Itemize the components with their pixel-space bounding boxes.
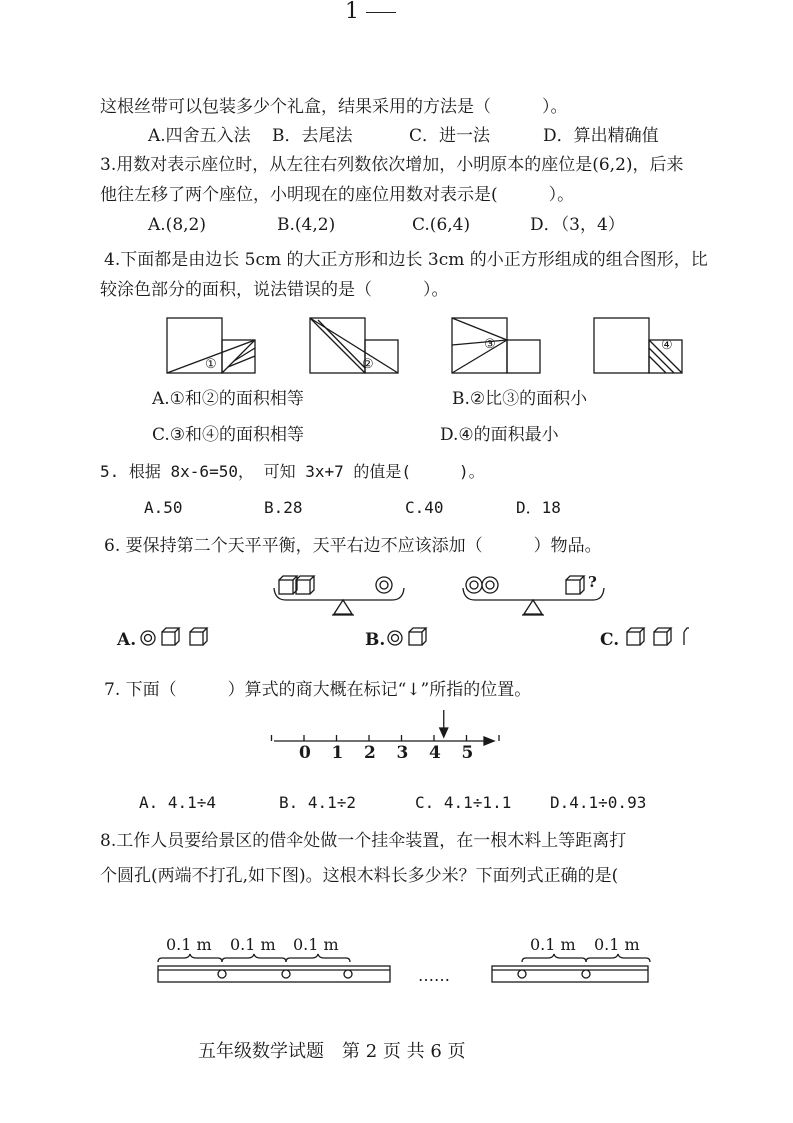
q6-option-b: B. bbox=[365, 630, 386, 650]
q3-stem-line2: 他往左移了两个座位，小明现在的座位用数对表示是( ）。 bbox=[100, 185, 575, 205]
q8-spacing-label-3: 0.1 m bbox=[293, 935, 339, 954]
q7-option-d: D.4.1÷0.93 bbox=[550, 793, 647, 812]
q5-stem: 5. 根据 8x-6=50， 可知 3x+7 的值是( )。 bbox=[100, 462, 485, 481]
q7-marker-arrow-head bbox=[440, 728, 448, 737]
q4-option-a: A.①和②的面积相等 bbox=[152, 389, 304, 409]
q2-option-b: B．去尾法 bbox=[272, 126, 353, 146]
q6-question-mark: ? bbox=[588, 573, 597, 591]
q7-tick-label: 5 bbox=[461, 743, 474, 763]
q7-option-b: B. 4.1÷2 bbox=[279, 793, 357, 812]
page-top-mark bbox=[345, 2, 396, 22]
q8-wood-right bbox=[492, 954, 650, 982]
q2-option-d: D．算出精确值 bbox=[543, 126, 659, 146]
q3-option-b: B.(4,2) bbox=[277, 215, 336, 235]
q7-option-a: A. 4.1÷4 bbox=[139, 793, 217, 812]
q8-ellipsis: …… bbox=[418, 966, 450, 985]
q6-option-a-items bbox=[141, 628, 207, 645]
q4-option-d: D.④的面积最小 bbox=[440, 425, 559, 445]
q3-option-c: C.(6,4) bbox=[412, 215, 471, 235]
q8-spacing-label-1: 0.1 m bbox=[166, 935, 212, 954]
q6-option-b-items bbox=[388, 628, 426, 645]
q2-option-c: C．进一法 bbox=[409, 126, 491, 146]
q4-label-2: ② bbox=[362, 357, 374, 372]
q6-option-c: C. bbox=[600, 630, 620, 650]
q4-label-4: ④ bbox=[661, 338, 673, 353]
q5-option-a: A.50 bbox=[144, 498, 183, 517]
q5-option-c: C.40 bbox=[405, 498, 444, 517]
q3-option-a: A.(8,2) bbox=[148, 215, 206, 235]
q6-stem: 6. 要保持第二个天平平衡，天平右边不应该添加（ ）物品。 bbox=[104, 536, 602, 556]
q6-balances bbox=[0, 570, 793, 630]
q7-tick-label: 1 bbox=[331, 743, 344, 763]
q4-stem-line2: 较涂色部分的面积，说法错误的是（ ）。 bbox=[100, 280, 449, 300]
q7-axis-arrow bbox=[484, 737, 494, 745]
q8-stem-line1: 8.工作人员要给景区的借伞处做一个挂伞装置，在一根木料上等距离打 bbox=[100, 831, 627, 851]
q7-tick-label: 4 bbox=[429, 743, 441, 763]
q6-option-c-items bbox=[627, 628, 689, 645]
q7-tick-label: 3 bbox=[396, 743, 409, 763]
q7-tick-label: 2 bbox=[364, 743, 376, 763]
q4-figures bbox=[0, 312, 793, 392]
q3-option-d: D．（3，4） bbox=[530, 215, 625, 235]
q4-option-c: C.③和④的面积相等 bbox=[152, 425, 305, 445]
q2-option-a: A.四舍五入法 bbox=[148, 126, 251, 146]
q4-figure-2 bbox=[310, 318, 398, 373]
q8-stem-line2: 个圆孔(两端不打孔,如下图)。这根木料长多少米？下面列式正确的是( bbox=[100, 866, 619, 886]
q8-spacing-label-2: 0.1 m bbox=[230, 935, 276, 954]
page-footer: 五年级数学试题 第 2 页 共 6 页 bbox=[198, 1041, 466, 1062]
q7-tick-label: 0 bbox=[299, 743, 311, 763]
top-mark-text: 1 bbox=[345, 0, 359, 24]
q6-balance-1 bbox=[274, 576, 404, 615]
q8-spacing-label-4: 0.1 m bbox=[530, 935, 576, 954]
q4-option-b: B.②比③的面积小 bbox=[452, 389, 588, 409]
q4-label-1: ① bbox=[205, 357, 217, 372]
q8-wood-diagram bbox=[0, 945, 793, 995]
q6-balance-2 bbox=[463, 576, 604, 615]
q5-option-d: D．18 bbox=[516, 498, 561, 517]
q8-wood-left bbox=[158, 954, 390, 982]
q5-option-b: B.28 bbox=[264, 498, 303, 517]
q7-option-c: C. 4.1÷1.1 bbox=[415, 793, 512, 812]
q2-stem: 这根丝带可以包装多少个礼盒，结果采用的方法是（ ）。 bbox=[100, 97, 568, 117]
q4-label-3: ③ bbox=[484, 337, 496, 352]
q8-spacing-label-5: 0.1 m bbox=[594, 935, 640, 954]
q4-stem-line1: 4.下面都是由边长 5cm 的大正方形和边长 3cm 的小正方形组成的组合图形，比 bbox=[104, 250, 708, 270]
q3-stem-line1: 3.用数对表示座位时，从左往右列数依次增加，小明原本的座位是(6,2)，后来 bbox=[100, 155, 684, 175]
q7-stem: 7. 下面（ ）算式的商大概在标记“↓”所指的位置。 bbox=[104, 680, 532, 700]
q6-option-a: A. bbox=[117, 630, 137, 650]
q4-figure-3 bbox=[452, 318, 540, 373]
